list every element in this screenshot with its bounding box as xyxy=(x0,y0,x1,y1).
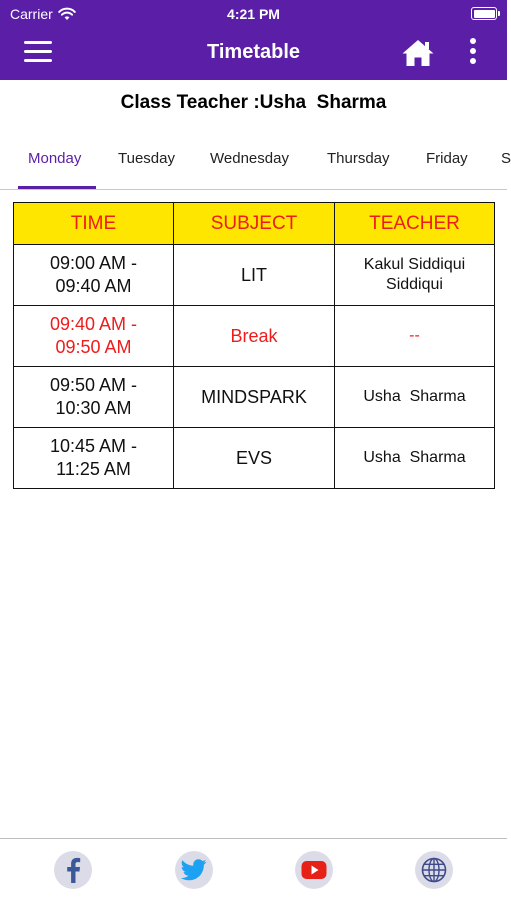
column-header-subject: SUBJECT xyxy=(174,203,335,245)
time-end: 11:25 AM xyxy=(56,459,131,479)
column-header-time: TIME xyxy=(14,203,174,245)
time-end: 10:30 AM xyxy=(55,398,132,418)
day-tabs xyxy=(0,136,511,190)
table-row-break xyxy=(14,306,495,367)
subject-cell: LIT xyxy=(174,245,335,306)
subject-cell: MINDSPARK xyxy=(174,367,335,428)
table-row xyxy=(14,428,495,489)
footer-social-bar xyxy=(0,838,507,900)
time-cell xyxy=(14,367,174,428)
time-cell xyxy=(14,306,174,367)
table-row xyxy=(14,245,495,306)
home-icon[interactable] xyxy=(401,38,435,68)
active-tab-indicator xyxy=(18,186,96,189)
tab-monday[interactable]: Monday xyxy=(28,150,82,167)
time-end: 09:50 AM xyxy=(55,337,132,357)
time-cell xyxy=(14,428,174,489)
carrier-label: Carrier xyxy=(10,6,53,22)
column-header-teacher: TEACHER xyxy=(335,203,495,245)
globe-icon xyxy=(421,857,447,883)
teacher-cell: Kakul Siddiqui Siddiqui xyxy=(335,245,495,306)
youtube-icon xyxy=(301,860,327,880)
subject-cell: EVS xyxy=(174,428,335,489)
tab-saturday[interactable]: S xyxy=(501,150,511,167)
website-button[interactable] xyxy=(415,851,453,889)
time-start: 09:00 AM - xyxy=(49,253,138,273)
subject-cell: Break xyxy=(174,306,335,367)
app-bar xyxy=(0,28,507,80)
teacher-cell: Usha Sharma xyxy=(335,428,495,489)
tab-thursday[interactable]: Thursday xyxy=(327,150,390,167)
time-start: 09:50 AM - xyxy=(49,375,138,395)
status-time: 4:21 PM xyxy=(227,6,280,22)
tab-wednesday[interactable]: Wednesday xyxy=(210,150,289,167)
battery-icon xyxy=(471,7,497,20)
timetable-table xyxy=(13,202,495,489)
teacher-cell: -- xyxy=(335,306,495,367)
more-options-icon[interactable] xyxy=(464,38,482,70)
page-title: Timetable xyxy=(207,41,300,63)
class-teacher-label: Class Teacher :Usha Sharma xyxy=(120,92,387,113)
twitter-icon xyxy=(181,859,207,881)
time-start: 10:45 AM - xyxy=(49,436,138,456)
tab-tuesday[interactable]: Tuesday xyxy=(118,150,175,167)
time-start: 09:40 AM - xyxy=(49,314,138,334)
facebook-button[interactable] xyxy=(54,851,92,889)
tab-friday[interactable]: Friday xyxy=(426,150,468,167)
teacher-cell: Usha Sharma xyxy=(335,367,495,428)
table-row xyxy=(14,367,495,428)
time-cell xyxy=(14,245,174,306)
youtube-button[interactable] xyxy=(295,851,333,889)
twitter-button[interactable] xyxy=(175,851,213,889)
facebook-icon xyxy=(63,857,83,883)
status-bar xyxy=(0,0,507,28)
table-header-row xyxy=(14,203,495,245)
time-end: 09:40 AM xyxy=(55,276,132,296)
